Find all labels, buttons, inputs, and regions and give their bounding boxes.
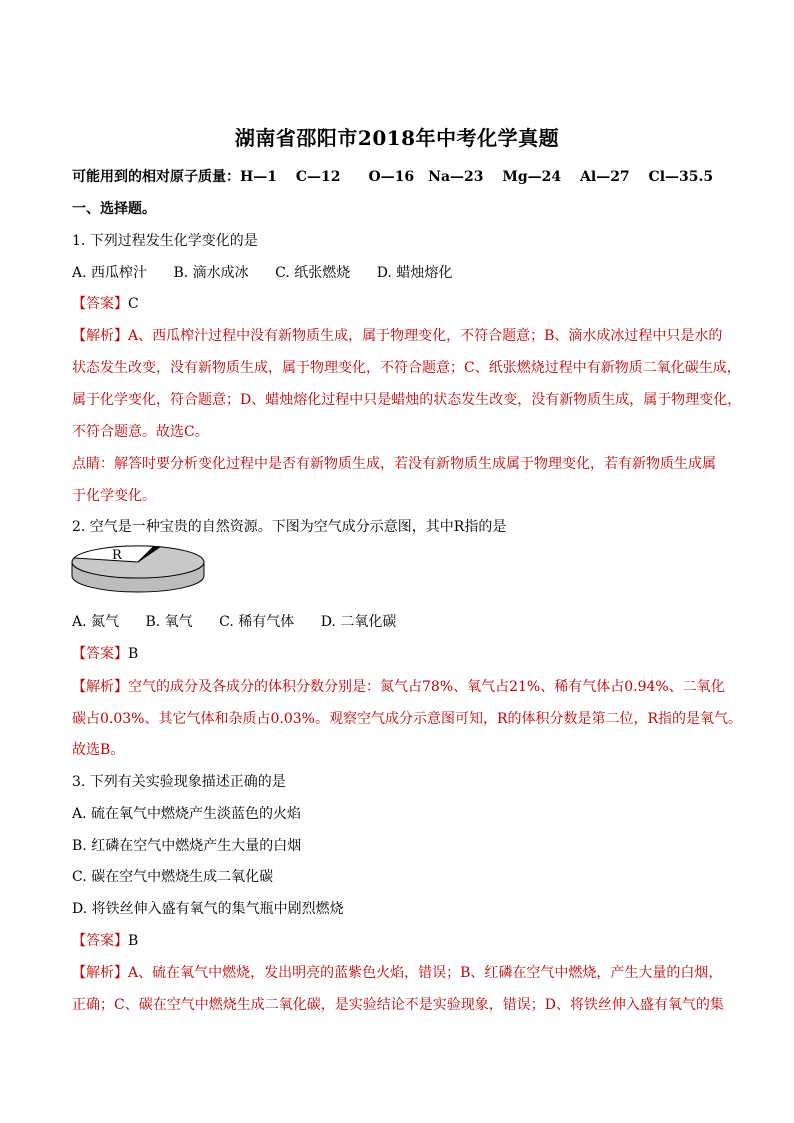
q3-stem: 3. 下列有关实验现象描述正确的是 <box>72 774 286 790</box>
q2-analysis-line-2: 碳占0.03%、其它气体和杂质占0.03%。观察空气成分示意图可知，R的体积分数是第二位，R指的是氧气。 <box>72 711 743 727</box>
q1-option-c: C. 纸张燃烧 <box>275 265 351 281</box>
q1-answer <box>72 293 732 313</box>
q3-option-a: A. 硫在氧气中燃烧产生淡蓝色的火焰 <box>72 806 302 822</box>
q2-option-d: D. 二氧化碳 <box>320 614 397 630</box>
q2-options <box>72 611 732 631</box>
q3-option-d: D. 将铁丝伸入盛有氧气的集气瓶中剧烈燃烧 <box>72 901 344 917</box>
q1-options <box>72 262 732 282</box>
q2-answer <box>72 643 732 663</box>
q2-analysis-line-3: 故选B。 <box>72 742 125 758</box>
q1-analysis-text-1: A、西瓜榨汁过程中没有新物质生成，属于物理变化，不符合题意；B、滴水成冰过程中只是水的 <box>128 328 723 344</box>
q1-option-d: D. 蜡烛熔化 <box>376 265 453 281</box>
q3-analysis-tag: 【解析】 <box>72 965 128 981</box>
q2-analysis-tag: 【解析】 <box>72 679 128 695</box>
q3-answer-tag: 【答案】 <box>72 933 128 949</box>
page-title: 湖南省邵阳市2018年中考化学真题 <box>234 126 560 150</box>
q1-analysis-line-1 <box>72 325 732 345</box>
q3-answer <box>72 930 732 950</box>
q1-analysis-line-3: 属于化学变化，符合题意；D、蜡烛熔化过程中只是蜡烛的状态发生改变，没有新物质生成，属于物理变化， <box>72 392 742 408</box>
q3-analysis-text-1: A、硫在氧气中燃烧，发出明亮的蓝紫色火焰，错误；B、红磷在空气中燃烧，产生大量的白烟， <box>128 965 723 981</box>
air-composition-pie-figure <box>70 544 206 596</box>
section-heading: 一、选择题。 <box>72 201 156 217</box>
q2-option-a: A. 氮气 <box>72 614 120 630</box>
q2-stem: 2. 空气是一种宝贵的自然资源。下图为空气成分示意图，其中R指的是 <box>72 519 507 535</box>
q1-option-a: A. 西瓜榨汁 <box>72 265 148 281</box>
q1-analysis-line-4: 不符合题意。故选C。 <box>72 424 209 440</box>
pie-label-r: R <box>112 548 122 563</box>
q3-analysis-line-1 <box>72 962 732 982</box>
atomic-masses-line: 可能用到的相对原子质量：H—1 C—12 O—16 Na—23 Mg—24 Al—27 Cl—35.5 <box>72 169 714 185</box>
q1-analysis-line-2: 状态发生改变，没有新物质生成，属于物理变化，不符合题意；C、纸张燃烧过程中有新物质二氧化碳生成， <box>72 360 741 376</box>
q3-option-c: C. 碳在空气中燃烧生成二氧化碳 <box>72 869 274 885</box>
q1-stem: 1. 下列过程发生化学变化的是 <box>72 233 258 249</box>
q1-answer-value: C <box>128 296 139 312</box>
q3-answer-value: B <box>128 933 139 949</box>
q1-analysis-tag: 【解析】 <box>72 328 128 344</box>
q3-option-b: B. 红磷在空气中燃烧产生大量的白烟 <box>72 838 302 854</box>
q2-analysis-text-1: 空气的成分及各成分的体积分数分别是：氮气占78%、氧气占21%、稀有气体占0.94%、二氧化 <box>128 679 725 695</box>
q2-option-b: B. 氧气 <box>145 614 193 630</box>
q1-tip-line-1: 点睛：解答时要分析变化过程中是否有新物质生成，若没有新物质生成属于物理变化，若有新物质生成属 <box>72 456 716 472</box>
q2-answer-value: B <box>128 646 139 662</box>
q1-option-b: B. 滴水成冰 <box>173 265 249 281</box>
q1-tip-line-2: 于化学变化。 <box>72 488 156 504</box>
q2-analysis-line-1 <box>72 676 732 696</box>
q2-option-c: C. 稀有气体 <box>219 614 295 630</box>
q3-analysis-line-2: 正确；C、碳在空气中燃烧生成二氧化碳，是实验结论不是实验现象，错误；D、将铁丝伸入盛有氧气的集 <box>72 997 724 1013</box>
q2-answer-tag: 【答案】 <box>72 646 128 662</box>
pie-figure-svg <box>70 544 206 596</box>
q1-answer-tag: 【答案】 <box>72 296 128 312</box>
